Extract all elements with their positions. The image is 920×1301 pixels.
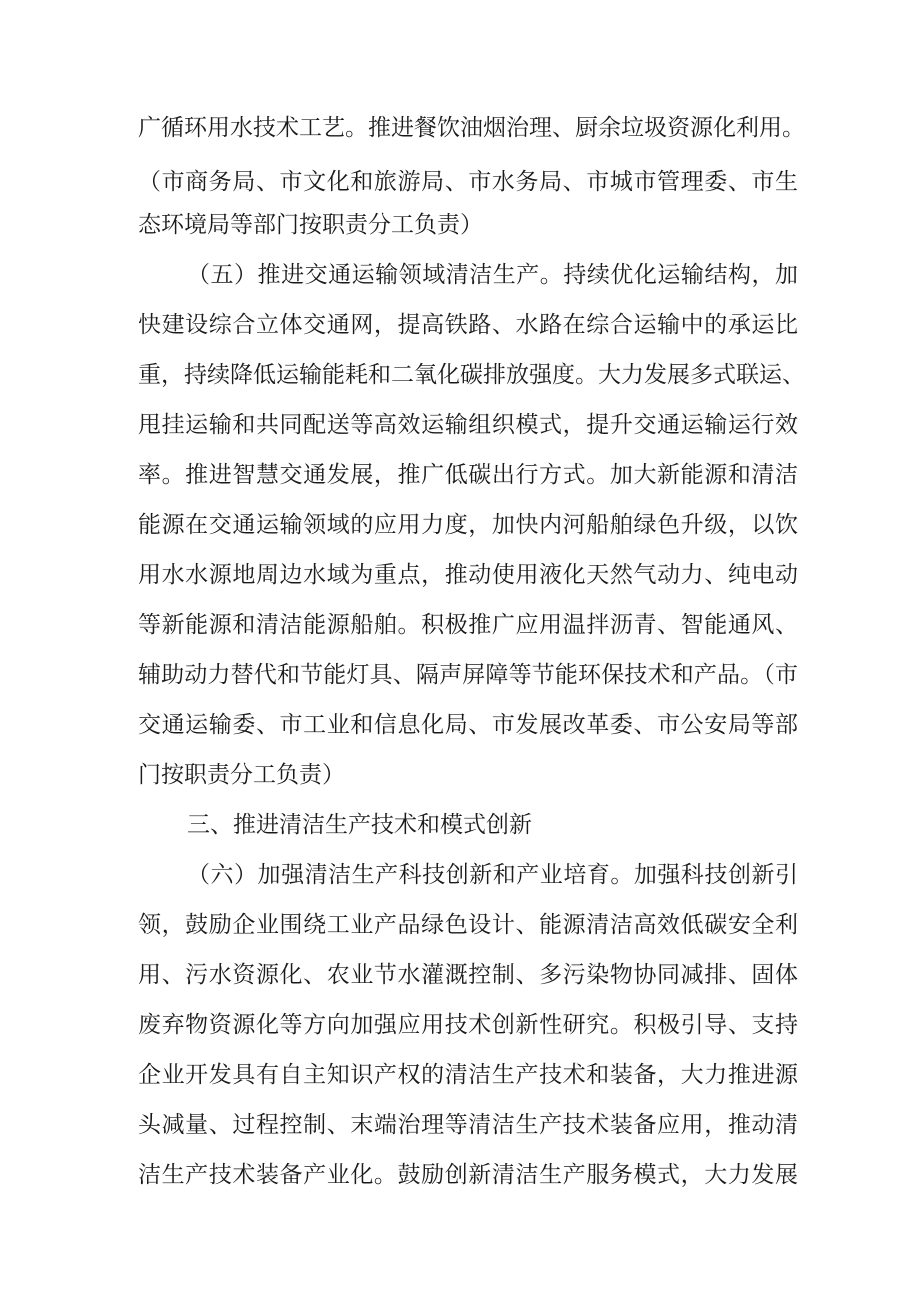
- text-line: 门按职责分工负责）: [138, 762, 345, 788]
- paragraph-start-line: （五）推进交通运输领域清洁生产。持续优化运输结构，加: [187, 262, 798, 288]
- section-heading: 三、推进清洁生产技术和模式创新: [187, 812, 532, 838]
- text-line: 用、污水资源化、农业节水灌溉控制、多污染物协同减排、固体: [138, 962, 798, 988]
- text-line: 用水水源地周边水域为重点，推动使用液化天然气动力、纯电动: [138, 562, 798, 588]
- text-line: 头减量、过程控制、末端治理等清洁生产技术装备应用，推动清: [138, 1112, 798, 1138]
- text-line: 等新能源和清洁能源船舶。积极推广应用温拌沥青、智能通风、: [138, 612, 798, 638]
- text-line: （市商务局、市文化和旅游局、市水务局、市城市管理委、市生: [138, 169, 798, 195]
- text-line: 率。推进智慧交通发展，推广低碳出行方式。加大新能源和清洁: [138, 462, 798, 488]
- text-line: 废弃物资源化等方向加强应用技术创新性研究。积极引导、支持: [138, 1012, 798, 1038]
- text-line: 广循环用水技术工艺。推进餐饮油烟治理、厨余垃圾资源化利用。: [138, 115, 805, 141]
- text-line: 能源在交通运输领域的应用力度，加快内河船舶绿色升级，以饮: [138, 512, 798, 538]
- text-line: 态环境局等部门按职责分工负责）: [138, 212, 483, 238]
- text-line: 辅助动力替代和节能灯具、隔声屏障等节能环保技术和产品。（市: [138, 662, 798, 688]
- text-line: 交通运输委、市工业和信息化局、市发展改革委、市公安局等部: [138, 712, 798, 738]
- text-line: 快建设综合立体交通网，提高铁路、水路在综合运输中的承运比: [138, 312, 798, 338]
- text-line: 企业开发具有自主知识产权的清洁生产技术和装备，大力推进源: [138, 1062, 798, 1088]
- text-line: 领，鼓励企业围绕工业产品绿色设计、能源清洁高效低碳安全利: [138, 912, 798, 938]
- text-line: 甩挂运输和共同配送等高效运输组织模式，提升交通运输运行效: [138, 412, 798, 438]
- paragraph-start-line: （六）加强清洁生产科技创新和产业培育。加强科技创新引: [187, 862, 798, 888]
- text-line: 重，持续降低运输能耗和二氧化碳排放强度。大力发展多式联运、: [138, 362, 805, 388]
- text-line: 洁生产技术装备产业化。鼓励创新清洁生产服务模式，大力发展: [138, 1162, 798, 1188]
